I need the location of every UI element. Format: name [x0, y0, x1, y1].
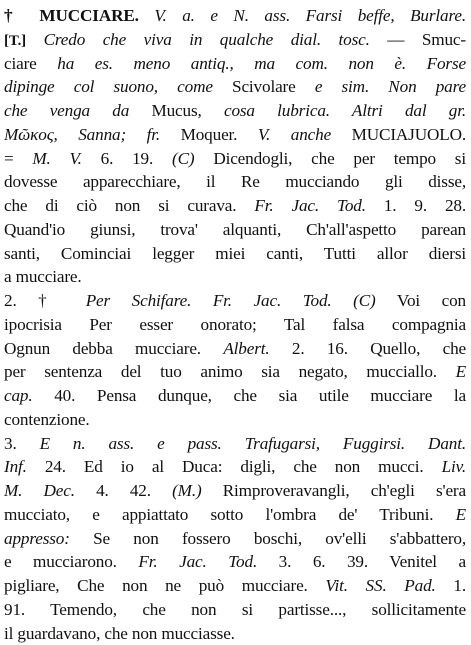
entry-text: per sentenza del tuo animo sia negato, mucciallo. — [4, 362, 456, 381]
entry-line — [4, 337, 466, 361]
entry-text: E n. ass. e pass. Trafugarsi, Fuggirsi. Dant. — [40, 434, 466, 453]
entry-text: Liv. — [442, 457, 466, 476]
entry-line — [4, 242, 466, 266]
entry-text: MUCIAJUOLO. — [331, 125, 466, 144]
entry-line — [4, 432, 466, 456]
entry-text: 3. — [4, 434, 40, 453]
entry-line — [4, 52, 466, 76]
entry-text: Albert. — [223, 339, 269, 358]
entry-text: santi, Cominciai legger miei canti, Tutti allor diersi — [4, 244, 466, 263]
entry-text: = — [4, 149, 32, 168]
entry-text: (C) — [172, 149, 194, 168]
entry-line — [4, 99, 466, 123]
entry-text: che venga da — [4, 101, 129, 120]
entry-text: appresso: — [4, 529, 70, 548]
entry-text: † MUCCIARE. — [4, 6, 139, 25]
entry-line — [4, 408, 466, 432]
entry-text: e sim. Non pare — [315, 77, 466, 96]
entry-text: pigliare, Che non ne può mucciare. — [4, 576, 325, 595]
entry-text: M. Dec. — [4, 481, 75, 500]
entry-text: e mucciarono. — [4, 552, 138, 571]
entry-line — [4, 503, 466, 527]
entry-line — [4, 123, 466, 147]
entry-text: dipinge col suono, come — [4, 77, 213, 96]
entry-line — [4, 455, 466, 479]
entry-line — [4, 170, 466, 194]
entry-text: Rimproveravangli, ch'egli s'era — [202, 481, 466, 500]
entry-text: 2. 16. Quello, che — [270, 339, 466, 358]
entry-text: — Smuc- — [370, 30, 466, 49]
entry-text: Ognun debba mucciare. — [4, 339, 223, 358]
entry-text: cap. — [4, 386, 33, 405]
entry-text: [T.] — [4, 33, 26, 49]
entry-line — [4, 360, 466, 384]
entry-text: Fr. Jac. Tod. — [254, 196, 365, 215]
entry-text: Dicendogli, che per tempo si — [194, 149, 466, 168]
entry-text: 1. 9. 28. — [366, 196, 466, 215]
entry-line — [4, 622, 466, 645]
entry-line — [4, 479, 466, 503]
entry-text: ha es. meno antiq., ma com. non è. Forse — [57, 54, 466, 73]
entry-text: Scivolare — [213, 77, 315, 96]
entry-text: Voi con — [376, 291, 466, 310]
entry-line — [4, 218, 466, 242]
entry-text: mucciato, e appiattato sotto l'ombra de' Tribuni. — [4, 505, 456, 524]
entry-text: Per Schifare. Fr. Jac. Tod. — [86, 291, 332, 310]
entry-text: M. V. — [32, 149, 81, 168]
entry-text: 91. Temendo, che non si partisse..., sollicitamente — [4, 600, 466, 619]
entry-text: contenzione. — [4, 410, 90, 429]
entry-text: Moquer. — [160, 125, 258, 144]
entry-text: 1. — [436, 576, 466, 595]
entry-text: 24. Ed io al Duca: digli, che non mucci. — [27, 457, 442, 476]
entry-text: (M.) — [172, 481, 201, 500]
entry-text: Inf. — [4, 457, 27, 476]
entry-line — [4, 289, 466, 313]
entry-line — [4, 384, 466, 408]
entry-text: Fr. Jac. Tod. — [138, 552, 257, 571]
entry-line — [4, 28, 466, 52]
entry-text: 4. 42. — [75, 481, 172, 500]
entry-text: dovesse apparecchiare, il Re mucciando gli disse, — [4, 172, 466, 191]
entry-text: 3. 6. 39. Venitel a — [257, 552, 466, 571]
entry-text: 6. 19. — [82, 149, 172, 168]
entry-line — [4, 194, 466, 218]
entry-text: , cosa lubrica. Altri dal gr. — [198, 101, 466, 120]
entry-text: 40. Pensa dunque, che sia utile mucciare la — [33, 386, 466, 405]
entry-text: il guardavano, che non mucciasse. — [4, 624, 235, 643]
entry-line — [4, 265, 466, 289]
entry-line — [4, 574, 466, 598]
entry-text: V. anche — [258, 125, 331, 144]
entry-line — [4, 313, 466, 337]
entry-text: a mucciare. — [4, 267, 82, 286]
entry-text: Mucus — [129, 101, 197, 120]
entry-line — [4, 4, 466, 28]
entry-line — [4, 147, 466, 171]
entry-line — [4, 527, 466, 551]
entry-text: Credo che viva in qualche dial. tosc. — [26, 30, 370, 49]
entry-text: che di ciò non si curava. — [4, 196, 254, 215]
entry-text: 2. † — [4, 291, 86, 310]
entry-text: Se non fossero boschi, ov'elli s'abbattero, — [70, 529, 466, 548]
entry-text: (C) — [332, 291, 376, 310]
entry-text: Quand'io giunsi, trova' alquanti, Ch'all'aspetto parean — [4, 220, 466, 239]
dictionary-entry — [4, 4, 466, 645]
entry-line — [4, 550, 466, 574]
entry-text: V. a. e N. ass. Farsi beffe, Burlare. — [139, 6, 466, 25]
entry-text: Vit. SS. Pad. — [325, 576, 435, 595]
entry-text: ciare — [4, 54, 57, 73]
entry-text: ipocrisia Per esser onorato; Tal falsa compagnia — [4, 315, 466, 334]
entry-text: E — [456, 362, 466, 381]
entry-line — [4, 598, 466, 622]
entry-text: E — [456, 505, 466, 524]
entry-text: Μῶκος, Sanna; fr. — [4, 125, 160, 144]
entry-line — [4, 75, 466, 99]
